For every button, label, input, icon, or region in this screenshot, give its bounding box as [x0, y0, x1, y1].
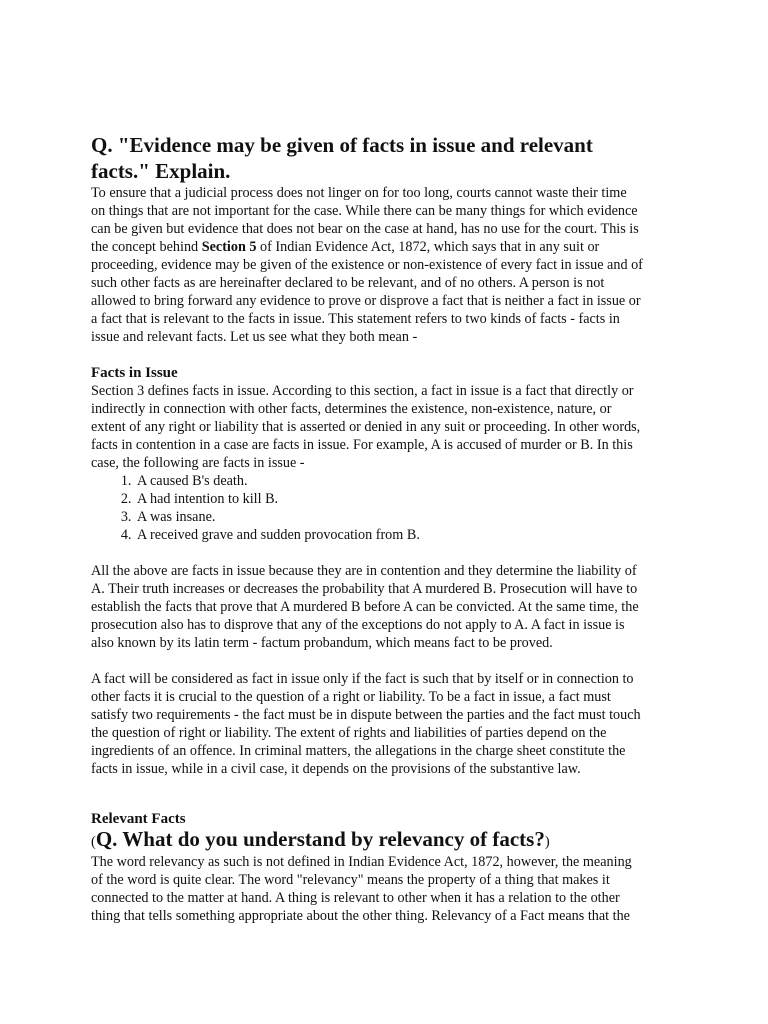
facts-in-issue-requirements	[91, 670, 691, 778]
intro-paragraph	[91, 184, 691, 346]
text-line: facts in issue, while in a civil case, it depends on the provisions of the substantive law.	[91, 761, 581, 777]
relevant-facts-heading: Relevant Facts	[91, 811, 186, 827]
text-line: allowed to bring forward any evidence to prove or disprove a fact that is neither a fact in issue or	[91, 293, 641, 309]
document-content	[91, 132, 691, 925]
title-line-1: Q. "Evidence may be given of facts in issue and relevant	[91, 133, 593, 157]
text-line: To ensure that a judicial process does not linger on for too long, courts cannot waste their time	[91, 185, 627, 201]
text-line: indirectly in connection with other facts, determines the existence, non-existence, nature, or	[91, 401, 612, 417]
text-line: A. Their truth increases or decreases the probability that A murdered B. Prosecution will have to	[91, 581, 638, 597]
text-line: on things that are not important for the case. While there can be many things for which evidence	[91, 203, 638, 219]
text-line: case, the following are facts in issue -	[91, 455, 305, 471]
paren-close: )	[544, 834, 550, 850]
text-line: facts in contention in a case are facts in issue. For example, A is accused of murder or B. In this	[91, 437, 633, 453]
text-line: extent of any right or liability that is asserted or denied in any suit or proceeding. In other words,	[91, 419, 641, 435]
text-line: satisfy two requirements - the fact must be in dispute between the parties and the fact must touch	[91, 707, 641, 723]
relevancy-question	[91, 828, 691, 853]
text-line: Section 3 defines facts in issue. According to this section, a fact in issue is a fact that directly or	[91, 383, 634, 399]
text-line: such other facts as are hereinafter declared to be relevant, and of no others. A person is not	[91, 275, 605, 291]
question-title	[91, 132, 691, 184]
section-reference: Section 5	[201, 239, 257, 255]
text-line: thing that tells something appropriate about the other thing. Relevancy of a Fact means that the	[91, 908, 630, 924]
text-line: other facts it is crucial to the question of a right or liability. To be a fact in issue, a fact must	[91, 689, 611, 705]
list-item: 1. A caused B's death.	[135, 472, 691, 490]
text-line: the question of right or liability. The extent of rights and liabilities of parties depend on the	[91, 725, 607, 741]
title-line-2: facts." Explain.	[91, 159, 231, 183]
text-line: of the word is quite clear. The word "relevancy" means the property of a thing that makes it	[91, 872, 610, 888]
text-line	[91, 238, 691, 256]
relevancy-question-text: Q. What do you understand by relevancy of facts?	[95, 827, 545, 851]
text-fragment: of Indian Evidence Act, 1872, which says that in any suit or	[256, 239, 600, 255]
facts-in-issue-list	[91, 472, 691, 544]
text-line: also known by its latin term - factum probandum, which means fact to be proved.	[91, 635, 553, 651]
text-line: establish the facts that prove that A murdered B before A can be convicted. At the same time, the	[91, 599, 639, 615]
text-line: connected to the matter at hand. A thing is relevant to other when it has a relation to the other	[91, 890, 620, 906]
facts-in-issue-paragraph	[91, 382, 691, 472]
facts-in-issue-heading: Facts in Issue	[91, 365, 178, 381]
text-line: can be given but evidence that does not bear on the case at hand, has no use for the court. This is	[91, 221, 639, 237]
list-item: 4. A received grave and sudden provocation from B.	[135, 526, 691, 544]
text-fragment: the concept behind	[91, 239, 202, 255]
relevancy-paragraph	[91, 853, 691, 925]
text-line: issue and relevant facts. Let us see what they both mean -	[91, 329, 418, 345]
list-item: 2. A had intention to kill B.	[135, 490, 691, 508]
paren-open: (	[91, 834, 96, 850]
list-item: 3. A was insane.	[135, 508, 691, 526]
facts-in-issue-explanation	[91, 562, 691, 652]
text-line: a fact that is relevant to the facts in issue. This statement refers to two kinds of facts - facts in	[91, 311, 620, 327]
text-line: ingredients of an offence. In criminal matters, the allegations in the charge sheet constitute the	[91, 743, 626, 759]
text-line: A fact will be considered as fact in issue only if the fact is such that by itself or in connection to	[91, 671, 634, 687]
text-line: prosecution also has to disprove that any of the exceptions do not apply to A. A fact in issue is	[91, 617, 625, 633]
text-line: The word relevancy as such is not defined in Indian Evidence Act, 1872, however, the meaning	[91, 854, 632, 870]
text-line: proceeding, evidence may be given of the existence or non-existence of every fact in issue and of	[91, 257, 643, 273]
text-line: All the above are facts in issue because they are in contention and they determine the liability of	[91, 563, 637, 579]
